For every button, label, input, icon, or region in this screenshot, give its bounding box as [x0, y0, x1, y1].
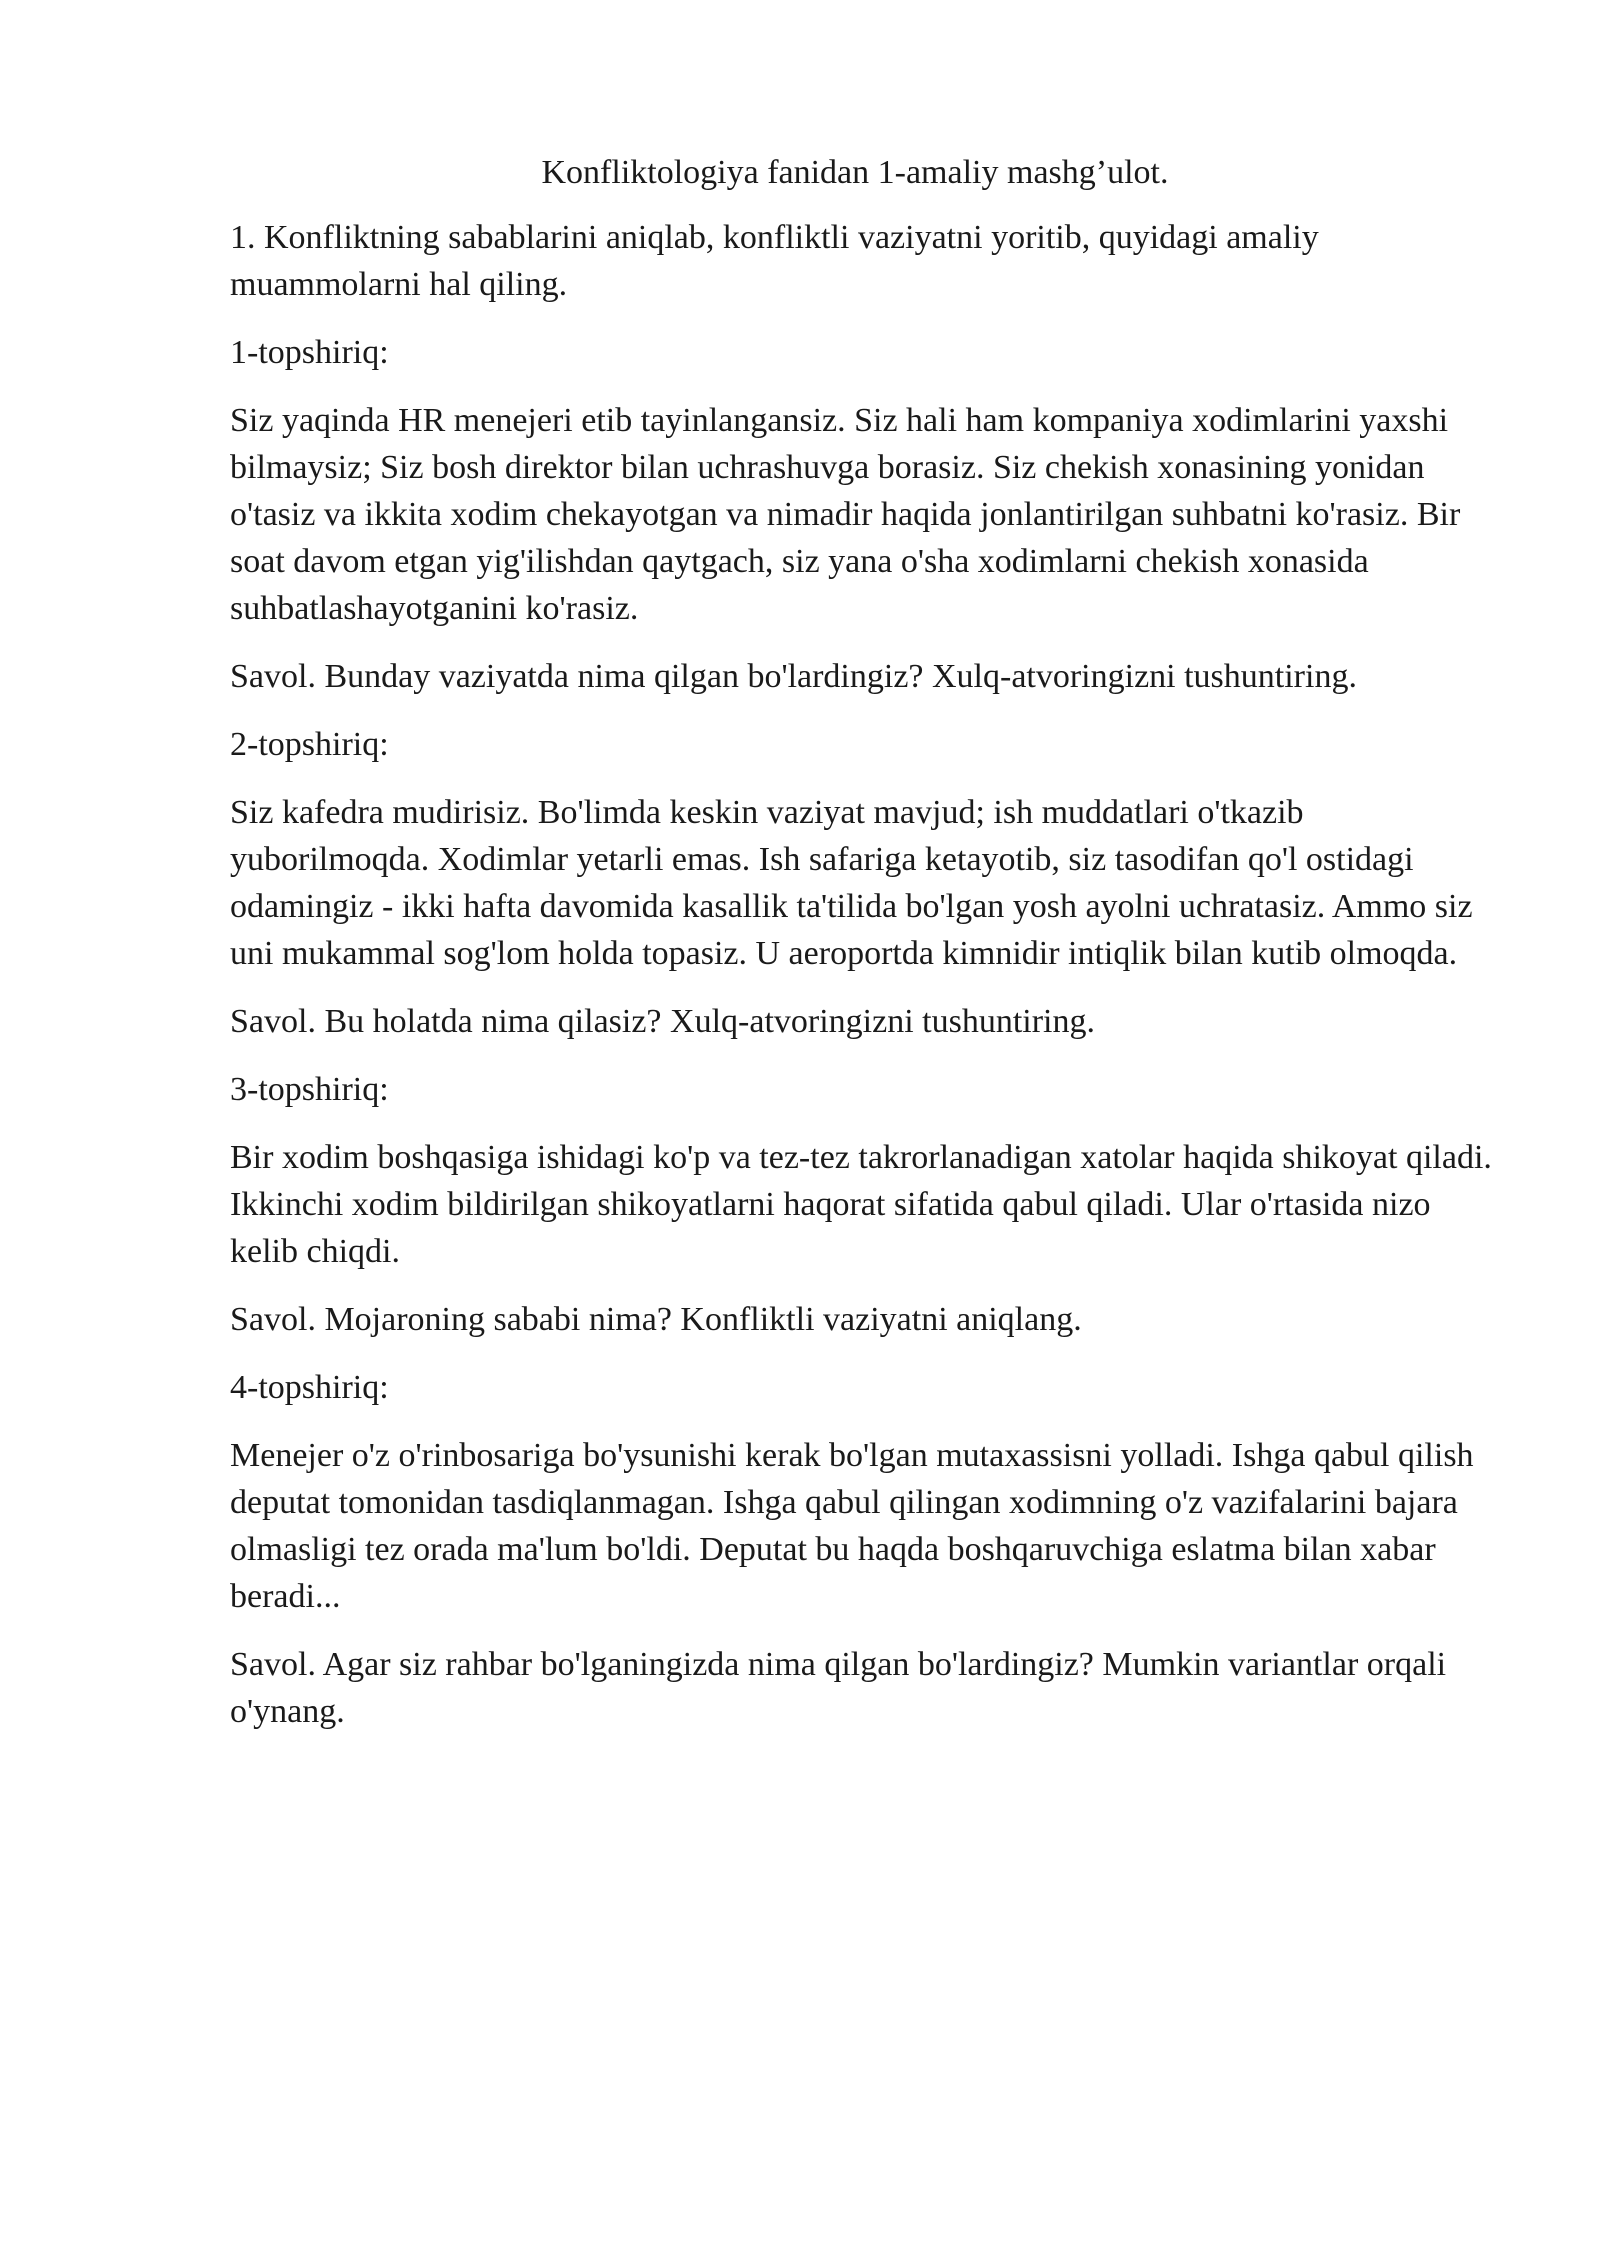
task-4-question: Savol. Agar siz rahbar bo'lganingizda nima qilgan bo'lardingiz? Mumkin variantlar orqali o'ynang.	[230, 1646, 1447, 1730]
task-2-heading: 2-topshiriq:	[230, 726, 389, 763]
task-1-body: Siz yaqinda HR menejeri etib tayinlangansiz. Siz hali ham kompaniya xodimlarini yaxshi bilmaysiz; Siz bosh direktor bilan uchrashuvga borasiz. Siz chekish xonasining yonidan o'tasiz va ikkita xodim chekayotgan va nimadir haqida jonlantirilgan suhbatni ko'rasiz. Bir soat davom etgan yig'ilishdan qaytgach, siz yana o'sha xodimlarni chekish xonasida suhbatlashayotganini ko'rasiz.	[230, 402, 1461, 627]
document-page	[230, 150, 1500, 1756]
document-title: Konfliktologiya fanidan 1-amaliy mashg’ulot.	[541, 154, 1169, 191]
task-2-body: Siz kafedra mudirisiz. Bo'limda keskin vaziyat mavjud; ish muddatlari o'tkazib yuborilmoqda. Xodimlar yetarli emas. Ish safariga ketayotib, siz tasodifan qo'l ostidagi odamingiz - ikki hafta davomida kasallik ta'tilida bo'lgan yosh ayolni uchratasiz. Ammo siz uni mukammal sog'lom holda topasiz. U aeroportda kimnidir intiqlik bilan kutib olmoqda.	[230, 794, 1473, 972]
intro-paragraph: 1. Konfliktning sabablarini aniqlab, konfliktli vaziyatni yoritib, quyidagi amaliy muammolarni hal qiling.	[230, 219, 1319, 303]
task-1-heading: 1-topshiriq:	[230, 334, 389, 371]
task-4-heading: 4-topshiriq:	[230, 1369, 389, 1406]
task-4-body: Menejer o'z o'rinbosariga bo'ysunishi kerak bo'lgan mutaxassisni yolladi. Ishga qabul qilish deputat tomonidan tasdiqlanmagan. Ishga qabul qilingan xodimning o'z vazifalarini bajara olmasligi tez orada ma'lum bo'ldi. Deputat bu haqda boshqaruvchiga eslatma bilan xabar beradi...	[230, 1437, 1474, 1615]
task-3-heading: 3-topshiriq:	[230, 1071, 389, 1108]
task-2-question: Savol. Bu holatda nima qilasiz? Xulq-atvoringizni tushuntiring.	[230, 1003, 1095, 1040]
task-3-body: Bir xodim boshqasiga ishidagi ko'p va tez-tez takrorlanadigan xatolar haqida shikoyat qiladi. Ikkinchi xodim bildirilgan shikoyatlarni haqorat sifatida qabul qiladi. Ular o'rtasida nizo kelib chiqdi.	[230, 1139, 1492, 1270]
task-3-question: Savol. Mojaroning sababi nima? Konfliktli vaziyatni aniqlang.	[230, 1301, 1082, 1338]
task-1-question: Savol. Bunday vaziyatda nima qilgan bo'lardingiz? Xulq-atvoringizni tushuntiring.	[230, 658, 1357, 695]
